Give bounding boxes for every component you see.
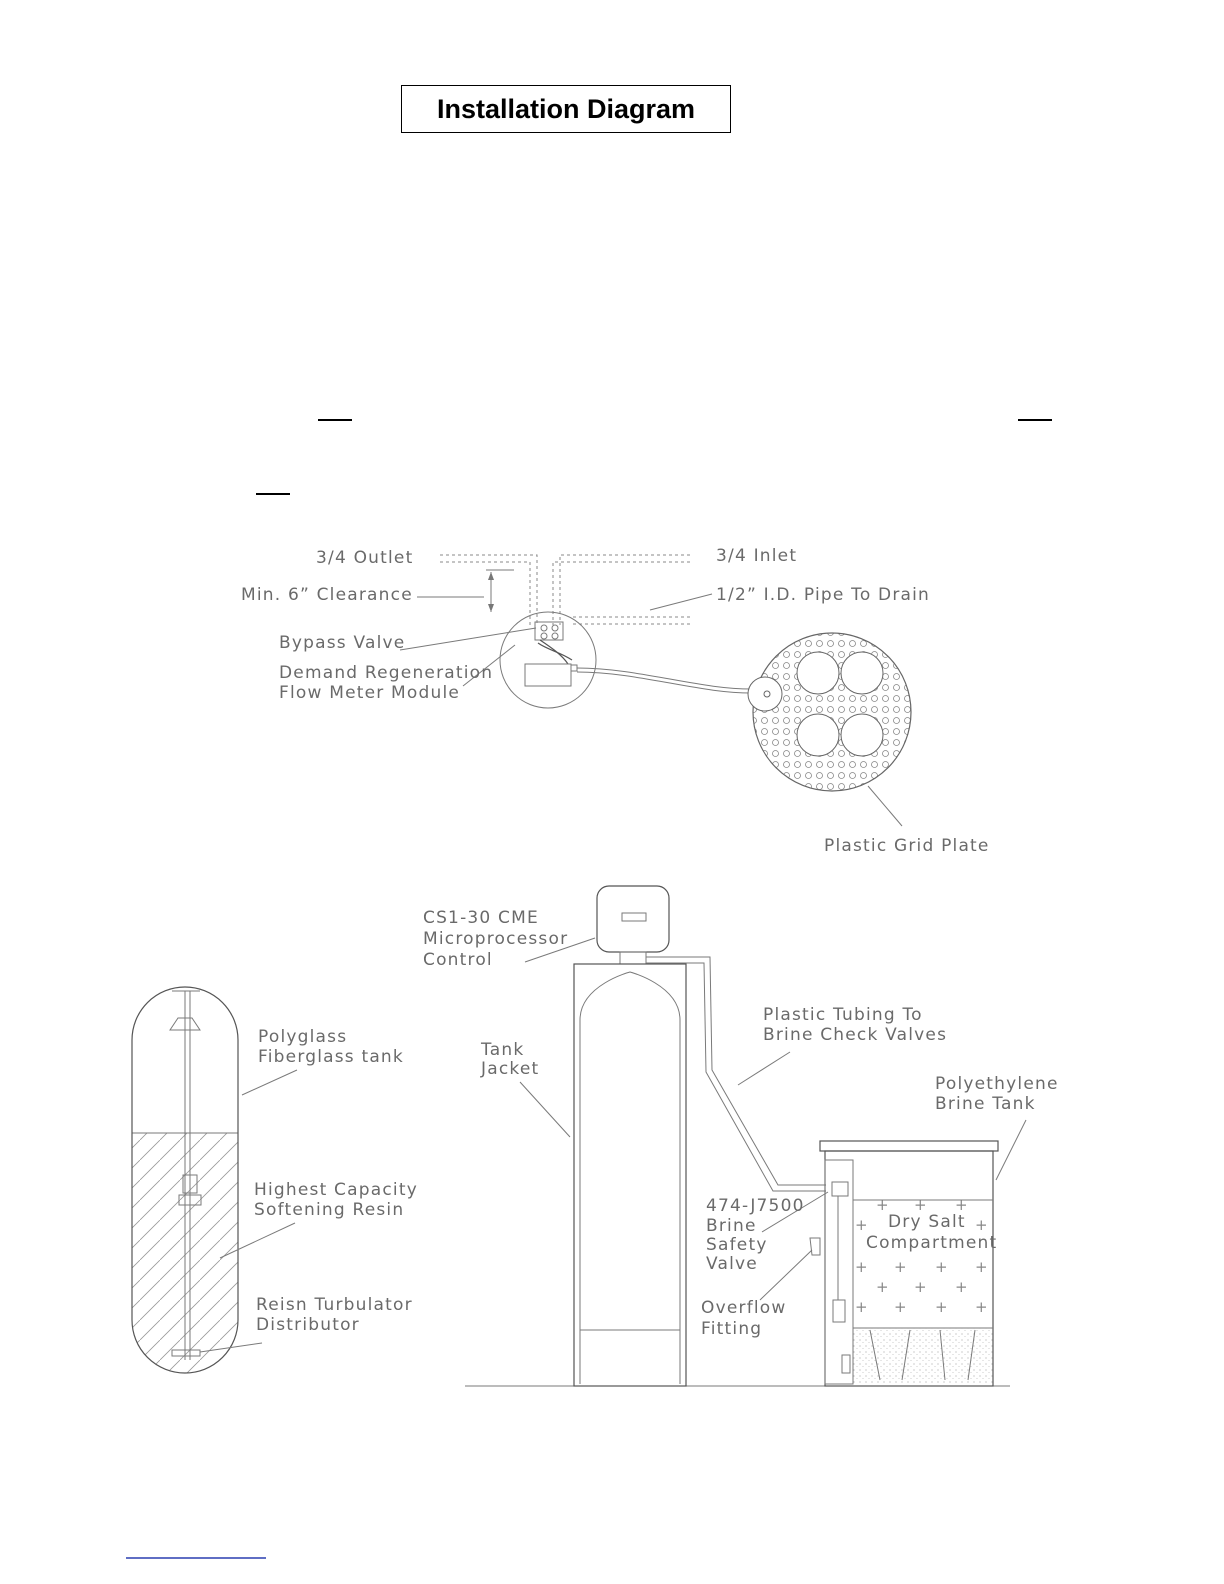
svg-text:+: +	[876, 1196, 889, 1214]
label-brine-tank: Brine Tank	[935, 1094, 1036, 1114]
svg-text:+: +	[955, 1196, 968, 1214]
label-distributor: Distributor	[256, 1315, 360, 1335]
control-head	[597, 886, 669, 952]
label-demand-regeneration: Demand Regeneration	[279, 663, 494, 683]
label-bypass-valve: Bypass Valve	[279, 633, 406, 653]
flow-meter-module	[525, 664, 571, 686]
control-display	[622, 913, 646, 921]
label-valve: Valve	[706, 1254, 758, 1274]
label-control: Control	[423, 950, 493, 970]
label-compartment: Compartment	[866, 1233, 998, 1253]
svg-text:+: +	[876, 1278, 889, 1296]
plastic-grid-plate	[748, 633, 911, 826]
svg-text:+: +	[935, 1258, 948, 1276]
bypass-detail-circle	[500, 612, 596, 708]
svg-text:+: +	[914, 1278, 927, 1296]
label-control-type: Microprocessor	[423, 929, 569, 949]
svg-text:+: +	[894, 1258, 907, 1276]
label-polyethylene: Polyethylene	[935, 1074, 1059, 1094]
label-overflow: Overflow	[701, 1298, 787, 1318]
label-tank: Tank	[481, 1040, 525, 1060]
brine-tank-lid	[820, 1141, 998, 1151]
label-dry-salt: Dry Salt	[888, 1212, 966, 1232]
page-title: Installation Diagram	[436, 93, 696, 124]
label-clearance: Min. 6” Clearance	[241, 585, 413, 605]
label-outlet: 3/4 Outlet	[316, 548, 414, 568]
bypass-valve-body	[535, 622, 563, 640]
float	[833, 1300, 845, 1322]
svg-text:+: +	[855, 1216, 868, 1234]
overflow-fitting	[810, 1238, 820, 1255]
label-softening-resin: Softening Resin	[254, 1200, 405, 1220]
brine-well	[825, 1160, 853, 1384]
label-polyglass: Polyglass	[258, 1027, 348, 1047]
svg-text:+: +	[855, 1258, 868, 1276]
svg-text:+: +	[975, 1216, 988, 1234]
label-jacket: Jacket	[481, 1059, 540, 1079]
svg-text:+: +	[894, 1298, 907, 1316]
label-brine: Brine	[706, 1216, 757, 1236]
svg-text:+: +	[975, 1258, 988, 1276]
label-tubing: Plastic Tubing To	[763, 1005, 923, 1025]
label-fitting: Fitting	[701, 1319, 763, 1339]
svg-text:+: +	[975, 1298, 988, 1316]
tank-jacket	[574, 964, 686, 1386]
label-fiberglass-tank: Fiberglass tank	[258, 1047, 404, 1067]
label-turbulator: Reisn Turbulator	[256, 1295, 413, 1315]
label-flow-meter-module: Flow Meter Module	[279, 683, 461, 703]
svg-text:+: +	[914, 1196, 927, 1214]
label-safety: Safety	[706, 1235, 768, 1255]
label-inlet: 3/4 Inlet	[716, 546, 798, 566]
salt-grid-support	[853, 1328, 993, 1384]
outlet-pipe	[440, 555, 537, 625]
diagram-labels	[241, 546, 1059, 1339]
brine-tube	[577, 668, 755, 689]
label-highest-capacity: Highest Capacity	[254, 1180, 418, 1200]
label-control-model: CS1-30 CME	[423, 908, 539, 928]
svg-text:+: +	[855, 1298, 868, 1316]
inner-tank	[580, 972, 680, 1384]
label-grid-plate: Plastic Grid Plate	[824, 836, 990, 856]
svg-text:+: +	[955, 1278, 968, 1296]
label-safety-valve-part: 474-J7500	[706, 1196, 805, 1216]
svg-text:+: +	[935, 1298, 948, 1316]
brine-safety-valve	[832, 1182, 848, 1196]
label-brine-check-valves: Brine Check Valves	[763, 1025, 948, 1045]
label-drain-pipe: 1/2” I.D. Pipe To Drain	[716, 585, 931, 605]
inlet-pipe	[560, 555, 690, 625]
brine-tubing	[646, 957, 826, 1185]
